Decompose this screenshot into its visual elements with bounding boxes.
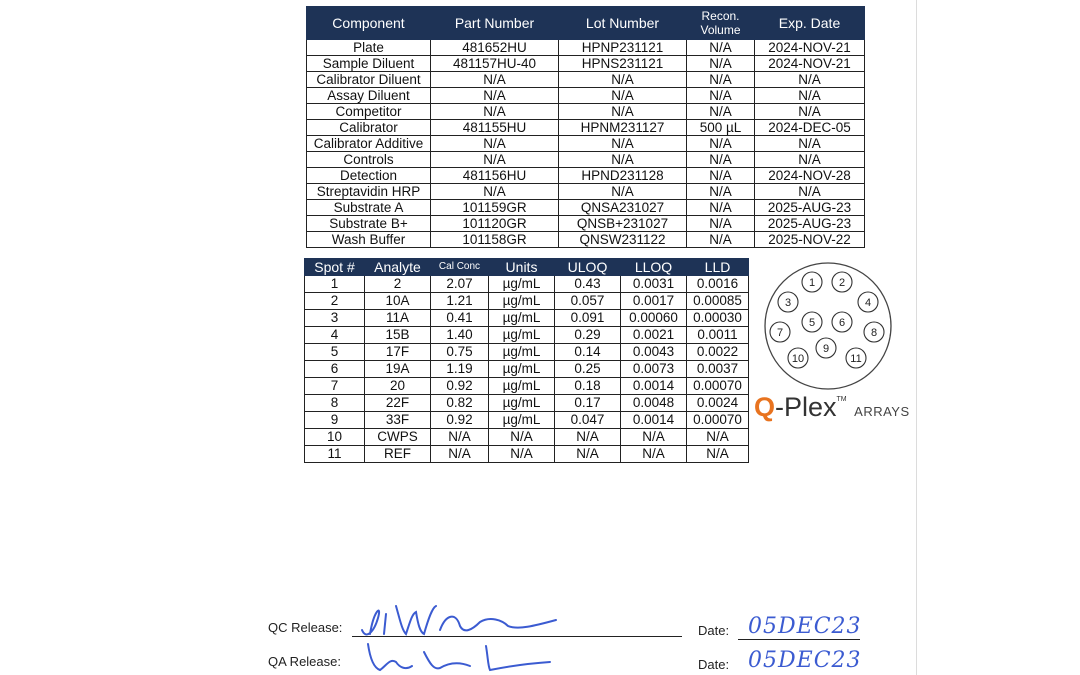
table-row (307, 168, 865, 184)
table-cell: 33F (365, 412, 431, 429)
table-cell: N/A (559, 88, 687, 104)
column-header: Lot Number (559, 7, 687, 40)
table-cell: N/A (687, 104, 755, 120)
analyte-body (305, 276, 749, 463)
table-cell: µg/mL (489, 378, 555, 395)
table-cell: 0.18 (555, 378, 621, 395)
spot-label: 5 (808, 317, 816, 329)
table-row (307, 72, 865, 88)
table-row (305, 395, 749, 412)
table-row (305, 446, 749, 463)
table-cell: N/A (555, 446, 621, 463)
table-cell: 0.43 (555, 276, 621, 293)
table-cell: 11A (365, 310, 431, 327)
table-cell: µg/mL (489, 344, 555, 361)
table-cell: QNSW231122 (559, 232, 687, 248)
column-header: Exp. Date (755, 7, 865, 40)
table-cell: 17F (365, 344, 431, 361)
column-header: Analyte (365, 259, 431, 276)
table-cell: Plate (307, 40, 431, 56)
table-cell: 0.00070 (687, 378, 749, 395)
table-cell: 19A (365, 361, 431, 378)
table-cell: Wash Buffer (307, 232, 431, 248)
table-cell: 0.92 (431, 412, 489, 429)
column-header: Part Number (431, 7, 559, 40)
table-cell: 0.00060 (621, 310, 687, 327)
table-cell: Sample Diluent (307, 56, 431, 72)
table-cell: 0.75 (431, 344, 489, 361)
table-cell: µg/mL (489, 395, 555, 412)
table-row (307, 232, 865, 248)
table-cell: N/A (687, 40, 755, 56)
table-cell: N/A (555, 429, 621, 446)
table-cell: N/A (687, 216, 755, 232)
table-cell: N/A (431, 184, 559, 200)
column-header: Recon. Volume (687, 7, 755, 40)
table-cell: 3 (305, 310, 365, 327)
analyte-table (304, 258, 749, 463)
table-cell: 101120GR (431, 216, 559, 232)
table-cell: 0.0014 (621, 378, 687, 395)
table-cell: N/A (687, 56, 755, 72)
table-row (305, 310, 749, 327)
table-cell: N/A (755, 184, 865, 200)
table-cell: 0.00070 (687, 412, 749, 429)
table-row (305, 412, 749, 429)
analyte-header (305, 259, 749, 276)
table-cell: 0.0011 (687, 327, 749, 344)
table-cell: Calibrator (307, 120, 431, 136)
logo-q: Q (754, 392, 776, 422)
components-body (307, 40, 865, 248)
table-row (307, 40, 865, 56)
table-cell: 0.0031 (621, 276, 687, 293)
qc-release-label: QC Release: (268, 620, 343, 635)
spot-label: 3 (784, 297, 792, 309)
table-cell: 0.047 (555, 412, 621, 429)
column-header: ULOQ (555, 259, 621, 276)
qc-date-value: 05DEC23 (748, 614, 862, 639)
column-header: LLD (687, 259, 749, 276)
spot-label: 1 (808, 277, 816, 289)
qa-signature (360, 640, 560, 675)
table-cell: N/A (559, 72, 687, 88)
table-row (307, 104, 865, 120)
table-cell: 0.41 (431, 310, 489, 327)
table-cell: 2024-NOV-21 (755, 40, 865, 56)
qc-date-line (738, 639, 860, 640)
table-cell: Competitor (307, 104, 431, 120)
table-cell: 0.0016 (687, 276, 749, 293)
table-cell: Assay Diluent (307, 88, 431, 104)
table-cell: N/A (431, 429, 489, 446)
logo-arrays: ARRAYS (854, 404, 910, 419)
table-cell: Substrate A (307, 200, 431, 216)
table-row (305, 327, 749, 344)
column-header: Component (307, 7, 431, 40)
table-cell: 9 (305, 412, 365, 429)
table-cell: 2 (365, 276, 431, 293)
table-cell: CWPS (365, 429, 431, 446)
table-cell: HPND231128 (559, 168, 687, 184)
table-cell: N/A (687, 200, 755, 216)
qa-date-label: Date: (698, 657, 730, 672)
table-cell: 2024-DEC-05 (755, 120, 865, 136)
table-row (305, 293, 749, 310)
table-cell: 0.0037 (687, 361, 749, 378)
table-cell: N/A (431, 104, 559, 120)
table-row (307, 152, 865, 168)
table-cell: 481652HU (431, 40, 559, 56)
table-cell: Substrate B+ (307, 216, 431, 232)
table-cell: 101159GR (431, 200, 559, 216)
qc-date-label: Date: (698, 623, 730, 638)
table-cell: 2.07 (431, 276, 489, 293)
column-header: Cal Conc (431, 259, 489, 276)
page-edge-divider (916, 0, 917, 675)
spot-label: 8 (870, 327, 878, 339)
table-cell: 500 µL (687, 120, 755, 136)
components-table (306, 6, 865, 248)
table-cell: 2024-NOV-21 (755, 56, 865, 72)
table-cell: 10A (365, 293, 431, 310)
table-cell: 0.14 (555, 344, 621, 361)
table-cell: N/A (687, 88, 755, 104)
table-cell: 2024-NOV-28 (755, 168, 865, 184)
table-cell: 15B (365, 327, 431, 344)
table-cell: 0.0017 (621, 293, 687, 310)
spot-label: 10 (791, 353, 805, 365)
table-cell: N/A (755, 72, 865, 88)
table-cell: N/A (755, 152, 865, 168)
table-cell: Calibrator Diluent (307, 72, 431, 88)
table-cell: 101158GR (431, 232, 559, 248)
table-cell: 22F (365, 395, 431, 412)
table-cell: 0.00085 (687, 293, 749, 310)
table-cell: 2025-AUG-23 (755, 216, 865, 232)
table-row (307, 216, 865, 232)
table-cell: 5 (305, 344, 365, 361)
table-row (307, 184, 865, 200)
table-cell: N/A (431, 88, 559, 104)
table-cell: µg/mL (489, 327, 555, 344)
table-cell: N/A (687, 152, 755, 168)
table-cell: 2 (305, 293, 365, 310)
table-cell: µg/mL (489, 276, 555, 293)
table-cell: N/A (489, 446, 555, 463)
table-cell: N/A (755, 104, 865, 120)
column-header: Units (489, 259, 555, 276)
spot-label: 7 (776, 327, 784, 339)
table-cell: N/A (755, 88, 865, 104)
logo-plex: -Plex (775, 392, 837, 422)
well-outline (765, 263, 891, 389)
table-cell: 0.29 (555, 327, 621, 344)
table-cell: QNSB+231027 (559, 216, 687, 232)
table-cell: N/A (687, 446, 749, 463)
table-cell: 0.92 (431, 378, 489, 395)
table-cell: 0.17 (555, 395, 621, 412)
table-cell: N/A (687, 136, 755, 152)
qa-date-value: 05DEC23 (748, 648, 862, 673)
qplex-logo (754, 392, 910, 423)
table-row (307, 56, 865, 72)
table-cell: N/A (559, 184, 687, 200)
table-cell: 6 (305, 361, 365, 378)
table-cell: 0.0073 (621, 361, 687, 378)
table-cell: µg/mL (489, 293, 555, 310)
logo-trademark: TM (836, 396, 847, 403)
table-cell: N/A (559, 136, 687, 152)
table-cell: 0.091 (555, 310, 621, 327)
table-cell: 0.057 (555, 293, 621, 310)
table-cell: 1.21 (431, 293, 489, 310)
table-cell: 0.0043 (621, 344, 687, 361)
table-cell: µg/mL (489, 361, 555, 378)
table-cell: N/A (489, 429, 555, 446)
table-cell: Streptavidin HRP (307, 184, 431, 200)
table-cell: HPNP231121 (559, 40, 687, 56)
table-cell: 481157HU-40 (431, 56, 559, 72)
spot-label: 11 (850, 353, 862, 365)
table-row (307, 88, 865, 104)
table-cell: N/A (755, 136, 865, 152)
table-cell: 0.0021 (621, 327, 687, 344)
column-header: LLOQ (621, 259, 687, 276)
table-row (305, 378, 749, 395)
table-cell: HPNM231127 (559, 120, 687, 136)
table-cell: N/A (431, 136, 559, 152)
qc-signature (356, 600, 576, 642)
table-cell: 481155HU (431, 120, 559, 136)
table-cell: REF (365, 446, 431, 463)
table-cell: 0.0024 (687, 395, 749, 412)
table-cell: 0.00030 (687, 310, 749, 327)
table-cell: N/A (559, 152, 687, 168)
spot-label: 4 (864, 297, 872, 309)
table-cell: N/A (621, 446, 687, 463)
table-cell: 481156HU (431, 168, 559, 184)
table-cell: 2025-AUG-23 (755, 200, 865, 216)
column-header: Spot # (305, 259, 365, 276)
table-cell: 1 (305, 276, 365, 293)
table-cell: N/A (431, 446, 489, 463)
table-cell: 1.40 (431, 327, 489, 344)
spot-label: 2 (838, 277, 846, 289)
table-cell: 4 (305, 327, 365, 344)
spot-label: 6 (838, 317, 846, 329)
table-row (307, 136, 865, 152)
table-cell: N/A (687, 168, 755, 184)
table-cell: 11 (305, 446, 365, 463)
table-cell: 7 (305, 378, 365, 395)
table-cell: Detection (307, 168, 431, 184)
table-row (307, 120, 865, 136)
table-cell: N/A (687, 184, 755, 200)
table-cell: µg/mL (489, 412, 555, 429)
table-row (305, 361, 749, 378)
table-cell: 10 (305, 429, 365, 446)
table-cell: N/A (431, 72, 559, 88)
table-cell: 1.19 (431, 361, 489, 378)
table-cell: µg/mL (489, 310, 555, 327)
table-cell: 20 (365, 378, 431, 395)
table-row (305, 344, 749, 361)
table-cell: N/A (621, 429, 687, 446)
table-cell: 0.0022 (687, 344, 749, 361)
qa-release-label: QA Release: (268, 654, 341, 669)
table-cell: 0.82 (431, 395, 489, 412)
table-cell: Calibrator Additive (307, 136, 431, 152)
table-cell: 0.0014 (621, 412, 687, 429)
table-cell: 0.0048 (621, 395, 687, 412)
spot-label: 9 (822, 343, 830, 355)
table-cell: N/A (687, 232, 755, 248)
table-cell: HPNS231121 (559, 56, 687, 72)
table-cell: Controls (307, 152, 431, 168)
table-cell: N/A (687, 72, 755, 88)
table-cell: QNSA231027 (559, 200, 687, 216)
table-cell: N/A (687, 429, 749, 446)
components-header (307, 7, 865, 40)
table-row (307, 200, 865, 216)
spot-layout-diagram (760, 262, 896, 390)
table-row (305, 276, 749, 293)
table-cell: 8 (305, 395, 365, 412)
table-cell: 2025-NOV-22 (755, 232, 865, 248)
table-row (305, 429, 749, 446)
table-cell: 0.25 (555, 361, 621, 378)
table-cell: N/A (559, 104, 687, 120)
table-cell: N/A (431, 152, 559, 168)
